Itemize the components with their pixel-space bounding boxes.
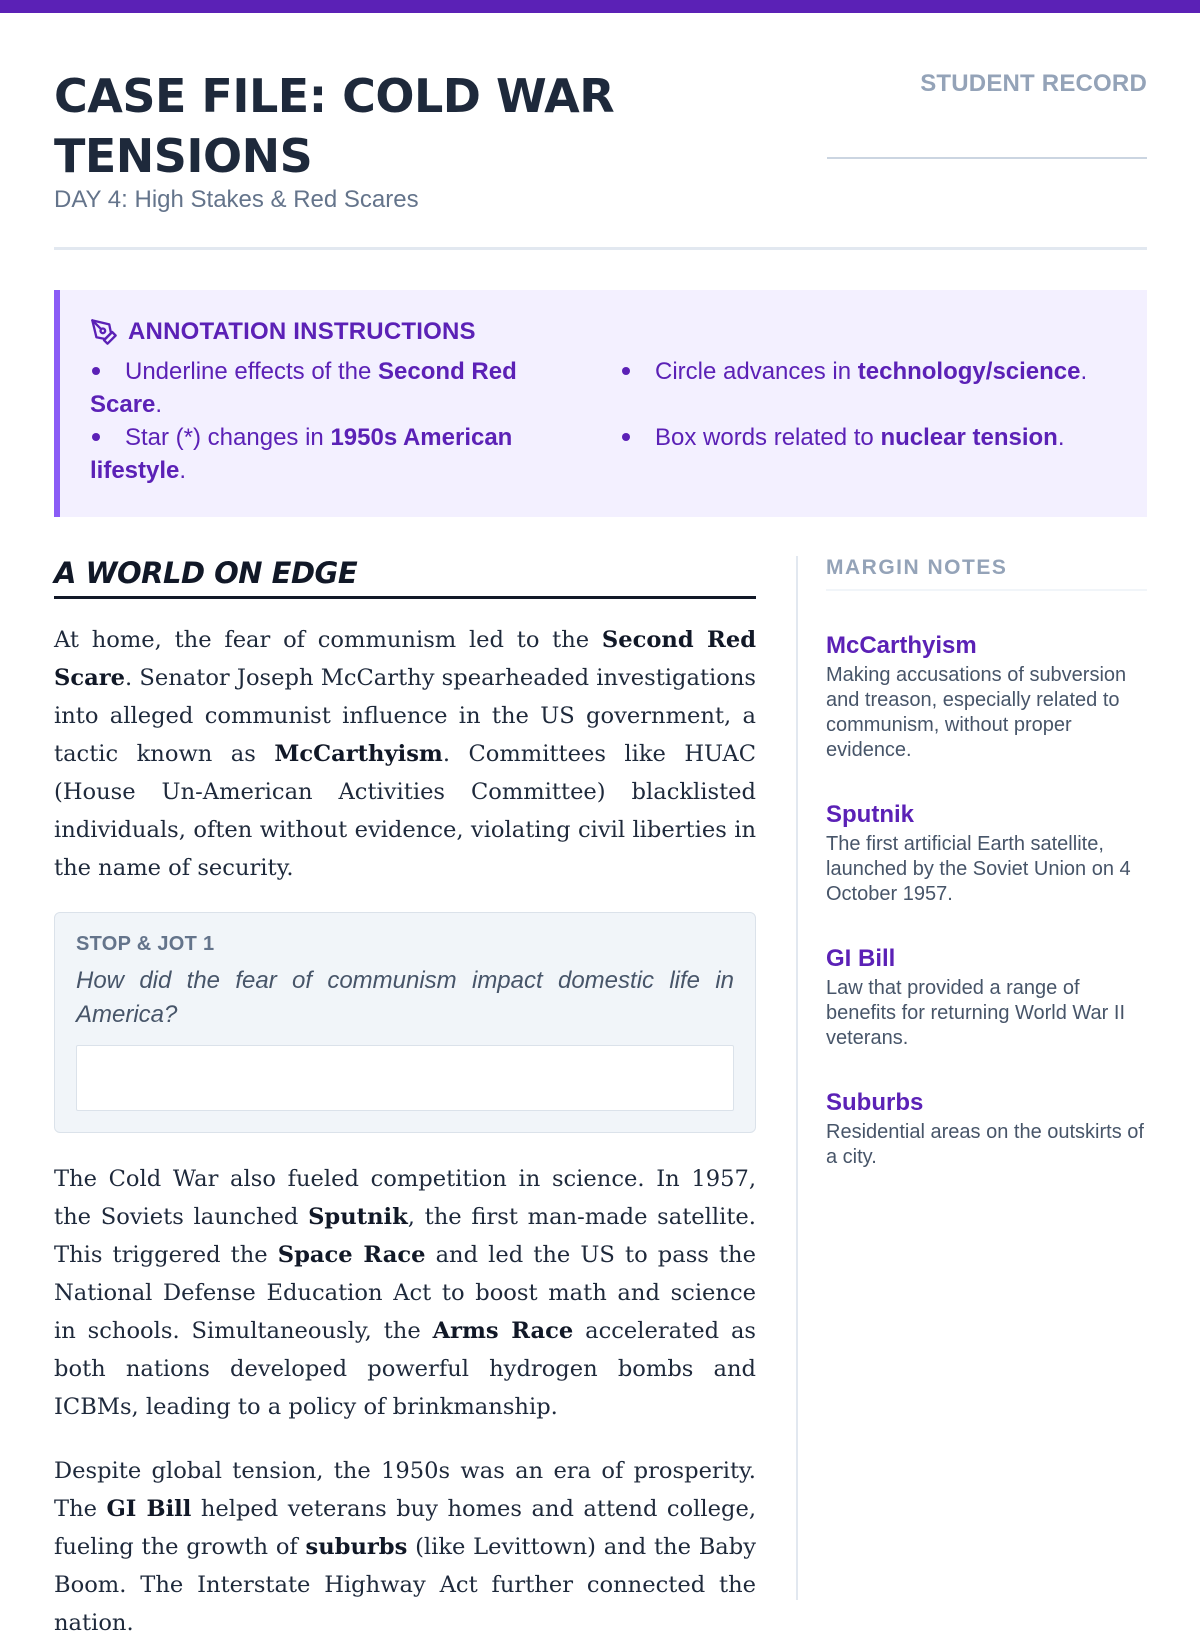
student-record-line[interactable] [827,157,1147,159]
instruction-item: Circle advances in technology/science. [620,355,1140,388]
section-title: A WORLD ON EDGE [54,556,756,599]
margin-note [826,801,1147,907]
pen-tool-icon [90,318,118,346]
note-term: Suburbs [826,1089,924,1116]
reading-column [54,556,756,1642]
stop-and-jot-box [54,912,756,1133]
margin-note [826,1089,1147,1170]
note-term: GI Bill [826,945,896,972]
margin-notes-sidebar [796,556,1147,1600]
note-term: Sputnik [826,801,914,828]
bullet-icon [92,433,100,441]
instruction-item: Star (*) changes in 1950s American lifestyle. [90,424,513,484]
note-term: McCarthyism [826,632,977,659]
note-definition: Making accusations of subversion and treason, especially related to communism, without proper evidence. [826,664,1127,761]
instructions-heading [90,318,476,346]
note-definition: Law that provided a range of benefits for returning World War II veterans. [826,977,1126,1049]
note-definition: Residential areas on the outskirts of a city. [826,1121,1144,1168]
jot-label: STOP & JOT 1 [76,933,215,955]
instructions-title: ANNOTATION INSTRUCTIONS [128,318,476,345]
page-header [54,64,1147,250]
paragraph: Despite global tension, the 1950s was an era of prosperity. The GI Bill helped veterans buy homes and attend college, fueling the growth of suburbs (like Levittown) and the Baby Boom. The Interstate Highway Act further connected the nation. [54,1458,756,1636]
margin-note [826,632,1147,763]
bullet-icon [92,367,100,375]
paragraph: At home, the fear of communism led to the Second Red Scare. Senator Joseph McCarthy spearheaded investigations into alleged communist influence in the US government, a tactic known as McCarthyism. Committees like HUAC (House Un-American Activities Committee) blacklisted individuals, often without evidence, violating civil liberties in the name of security. [54,627,757,881]
instruction-item: Underline effects of the Second Red Scare. [90,358,517,418]
bullet-icon [622,433,630,441]
instruction-item: Box words related to nuclear tension. [620,421,1140,454]
paragraph: The Cold War also fueled competition in science. In 1957, the Soviets launched Sputnik, the first man-made satellite. This triggered the Space Race and led the US to pass the National Defense Education Act to boost math and science in schools. Simultaneously, the Arms Race accelerated as both nations developed powerful hydrogen bombs and ICBMs, leading to a policy of brinkmanship. [54,1166,757,1420]
student-record-label: STUDENT RECORD [920,70,1147,97]
bullet-icon [622,367,630,375]
page-subtitle: DAY 4: High Stakes & Red Scares [54,186,419,213]
jot-question: How did the fear of communism impact domestic life in America? [76,967,734,1028]
note-definition: The first artificial Earth satellite, launched by the Soviet Union on 4 October 1957. [826,833,1131,905]
annotation-instructions-panel [54,290,1147,517]
page-title: CASE FILE: COLD WAR TENSIONS [54,69,615,183]
jot-answer-field[interactable] [76,1045,734,1111]
margin-note [826,945,1147,1051]
top-accent-bar [0,0,1200,13]
margin-notes-label: MARGIN NOTES [826,556,1147,591]
